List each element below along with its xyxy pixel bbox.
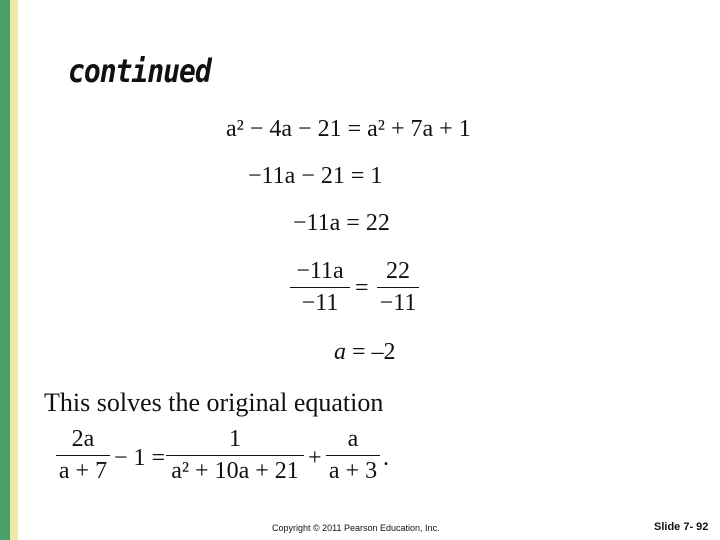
step-2-lhs: −11a − 21 — [248, 163, 345, 189]
step-5-lhs: a — [334, 339, 346, 365]
fraction-bar — [377, 287, 419, 288]
equals-sign: = — [350, 163, 371, 189]
copyright-text: Copyright © 2011 Pearson Education, Inc. — [272, 523, 440, 533]
equation-step-1 — [226, 116, 471, 143]
equals-sign: = — [347, 116, 368, 142]
fraction-denominator: a + 3 — [328, 458, 378, 484]
original-fraction-3 — [326, 426, 380, 485]
step-3-lhs: −11a — [293, 210, 341, 236]
equals-sign: = — [352, 339, 372, 365]
left-accent-bar-green — [0, 0, 10, 540]
slide-number: Slide 7- 92 — [654, 521, 709, 533]
step-2-rhs: 1 — [370, 163, 383, 189]
step-5-rhs: –2 — [371, 339, 396, 365]
conclusion-text: This solves the original equation — [44, 388, 384, 417]
equals-sign: = — [355, 275, 369, 301]
equation-step-5 — [334, 339, 396, 366]
step-1-lhs: a² − 4a − 21 — [226, 116, 342, 142]
equation-step-2 — [248, 163, 382, 190]
plus-sign: + — [308, 445, 322, 471]
left-accent-bar-yellow — [10, 0, 18, 540]
fraction-bar — [166, 455, 304, 456]
slide-heading: continued — [68, 52, 211, 90]
equation-step-3 — [293, 210, 390, 237]
fraction-bar — [56, 455, 110, 456]
fraction-numerator: 1 — [229, 426, 241, 452]
step-3-rhs: 22 — [365, 210, 390, 236]
step-1-rhs: a² + 7a + 1 — [367, 116, 471, 142]
fraction-numerator: 2a — [71, 426, 95, 452]
original-fraction-2 — [166, 426, 304, 485]
fraction-denominator: a² + 10a + 21 — [171, 458, 299, 484]
fraction-bar — [326, 455, 380, 456]
fraction-bar — [290, 287, 350, 288]
fraction-numerator: 22 — [386, 258, 410, 284]
period: . — [383, 445, 389, 471]
original-fraction-1 — [56, 426, 110, 485]
fraction-denominator: −11 — [379, 290, 417, 316]
fraction-denominator: −11 — [301, 290, 339, 316]
fraction-numerator: −11a — [296, 258, 344, 284]
step-4-rhs-fraction — [377, 258, 419, 317]
step-4-lhs-fraction — [290, 258, 350, 317]
equals-sign: = — [346, 210, 366, 236]
minus-one-equals: − 1 = — [114, 445, 166, 471]
fraction-numerator: a — [347, 426, 359, 452]
fraction-denominator: a + 7 — [58, 458, 108, 484]
